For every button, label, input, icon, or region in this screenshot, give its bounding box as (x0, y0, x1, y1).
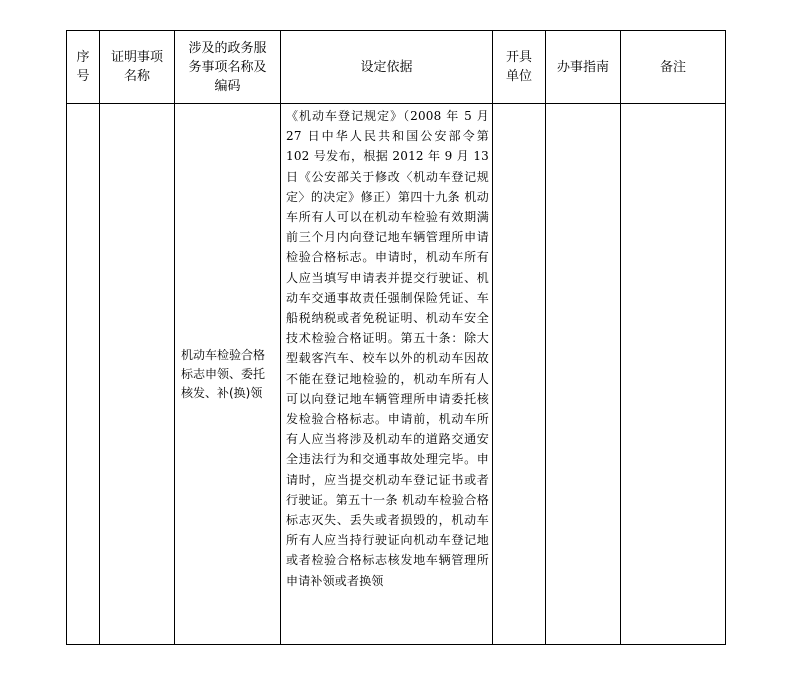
header-guide (546, 31, 621, 104)
cell-seq (67, 104, 100, 645)
header-issuer-line-2: 单位 (505, 69, 532, 84)
cell-remarks (621, 104, 726, 645)
cell-issuer (493, 104, 546, 645)
header-row (67, 31, 726, 104)
header-seq-line-1: 序 (76, 50, 90, 65)
header-basis-label: 设定依据 (360, 59, 413, 75)
header-cert-item-line-1: 证明事项 (110, 50, 163, 65)
certification-table (66, 30, 726, 645)
header-service-item-line-2: 务事项名称及 (188, 59, 267, 75)
header-remarks (621, 31, 726, 104)
header-guide-label: 办事指南 (556, 59, 609, 75)
cell-basis: 《机动车登记规定》（2008 年 5 月 27 日中华人民共和国公安部令第 102 号发布，根据 2012 年 9 月 13 日《公安部关于修改〈机动车登记规定〉的决定》修正）第四十九条 机动车所有人可以在机动车检验有效期满前三个月内向登记地车辆管理所申请检验合格标志。申请时，机动车所有人应当填写申请表并提交行驶证、机动车交通事故责任强制保险凭证、车船税纳税或者免税证明、机动车安全技术检验合格证明。第五十条：除大型载客汽车、校车以外的机动车因故不能在登记地检验的，机动车所有人可以向登记地车辆管理所申请委托核发检验合格标志。申请前，机动车所有人应当将涉及机动车的道路交通安全违法行为和交通事故处理完毕。申请时，应当提交机动车登记证书或者行驶证。第五十一条 机动车检验合格标志灭失、丢失或者损毁的，机动车所有人应当持行驶证向机动车登记地或者检验合格标志核发地车辆管理所申请补领或者换领 (281, 104, 493, 645)
header-service-item (175, 31, 281, 104)
cell-cert-item (100, 104, 175, 645)
header-basis (281, 31, 493, 104)
header-cert-item (100, 31, 175, 104)
header-seq (67, 31, 100, 104)
cell-service-item: 机动车检验合格标志申领、委托核发、补(换)领 (175, 104, 281, 645)
header-seq-line-2: 号 (76, 69, 90, 84)
header-issuer-line-1: 开具 (505, 50, 532, 65)
header-issuer (493, 31, 546, 104)
header-cert-item-line-2: 名称 (123, 69, 150, 84)
table-row (67, 104, 726, 645)
header-service-item-line-1: 涉及的政务服 (188, 40, 267, 56)
cell-guide (546, 104, 621, 645)
header-remarks-label: 备注 (659, 59, 686, 75)
header-service-item-line-3: 编码 (214, 78, 241, 94)
